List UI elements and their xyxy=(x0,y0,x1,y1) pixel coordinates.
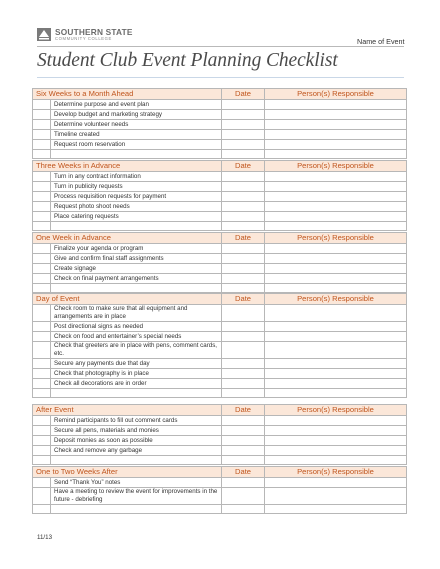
checklist-row xyxy=(33,140,407,150)
checkbox-cell[interactable] xyxy=(33,416,51,426)
section-title: Six Weeks to a Month Ahead xyxy=(33,89,222,100)
section-header xyxy=(33,161,407,172)
date-cell[interactable] xyxy=(222,488,265,505)
checklist-row xyxy=(33,369,407,379)
responsible-column-header: Person(s) Responsible xyxy=(265,89,407,100)
date-cell[interactable] xyxy=(222,436,265,446)
date-cell[interactable] xyxy=(222,359,265,369)
page-title: Student Club Event Planning Checklist xyxy=(37,50,338,71)
blank-cell[interactable] xyxy=(222,284,265,293)
checkbox-cell[interactable] xyxy=(33,332,51,342)
checklist-row xyxy=(33,426,407,436)
date-cell[interactable] xyxy=(222,212,265,222)
checklist-row xyxy=(33,244,407,254)
date-cell[interactable] xyxy=(222,140,265,150)
section-table xyxy=(32,404,407,465)
college-logo xyxy=(37,28,133,42)
header-divider xyxy=(37,46,404,47)
task-text: Deposit monies as soon as possible xyxy=(51,436,222,446)
blank-cell[interactable] xyxy=(51,389,222,398)
responsible-cell[interactable] xyxy=(265,332,407,342)
task-text: Develop budget and marketing strategy xyxy=(51,110,222,120)
checklist-row xyxy=(33,379,407,389)
blank-cell[interactable] xyxy=(33,150,51,159)
responsible-cell[interactable] xyxy=(265,446,407,456)
checklist-row xyxy=(33,110,407,120)
blank-cell[interactable] xyxy=(51,284,222,293)
date-cell[interactable] xyxy=(222,416,265,426)
checkbox-cell[interactable] xyxy=(33,182,51,192)
responsible-cell[interactable] xyxy=(265,212,407,222)
responsible-cell[interactable] xyxy=(265,172,407,182)
checklist-row xyxy=(33,359,407,369)
blank-cell[interactable] xyxy=(265,456,407,465)
blank-cell[interactable] xyxy=(222,150,265,159)
task-text: Turn in any contract information xyxy=(51,172,222,182)
checkbox-cell[interactable] xyxy=(33,342,51,359)
checkbox-cell[interactable] xyxy=(33,426,51,436)
checklist-row xyxy=(33,488,407,505)
responsible-cell[interactable] xyxy=(265,182,407,192)
checklist-row xyxy=(33,192,407,202)
event-name-label: Name of Event xyxy=(357,37,405,46)
blank-row xyxy=(33,389,407,398)
date-column-header: Date xyxy=(222,233,265,244)
task-text: Check on final payment arrangements xyxy=(51,274,222,284)
task-text: Check that photography is in place xyxy=(51,369,222,379)
date-cell[interactable] xyxy=(222,182,265,192)
date-column-header: Date xyxy=(222,467,265,478)
blank-cell[interactable] xyxy=(265,222,407,231)
task-text: Secure all pens, materials and monies xyxy=(51,426,222,436)
date-cell[interactable] xyxy=(222,274,265,284)
section-table xyxy=(32,88,407,159)
checkbox-cell[interactable] xyxy=(33,120,51,130)
responsible-cell[interactable] xyxy=(265,322,407,332)
date-cell[interactable] xyxy=(222,192,265,202)
checklist-row xyxy=(33,305,407,322)
section-header xyxy=(33,467,407,478)
checkbox-cell[interactable] xyxy=(33,359,51,369)
task-text: Check room to make sure that all equipment and arrangements are in place xyxy=(51,305,222,322)
date-cell[interactable] xyxy=(222,426,265,436)
task-text: Check that greeters are in place with pens, comment cards, etc. xyxy=(51,342,222,359)
checklist-row xyxy=(33,212,407,222)
blank-row xyxy=(33,456,407,465)
checkbox-cell[interactable] xyxy=(33,478,51,488)
responsible-cell[interactable] xyxy=(265,436,407,446)
responsible-cell[interactable] xyxy=(265,379,407,389)
task-text: Request room reservation xyxy=(51,140,222,150)
checklist-row xyxy=(33,182,407,192)
checkbox-cell[interactable] xyxy=(33,264,51,274)
responsible-column-header: Person(s) Responsible xyxy=(265,405,407,416)
task-text: Finalize your agenda or program xyxy=(51,244,222,254)
checkbox-cell[interactable] xyxy=(33,436,51,446)
checkbox-cell[interactable] xyxy=(33,369,51,379)
checkbox-cell[interactable] xyxy=(33,488,51,505)
date-cell[interactable] xyxy=(222,478,265,488)
checkbox-cell[interactable] xyxy=(33,110,51,120)
responsible-cell[interactable] xyxy=(265,264,407,274)
checklist-row xyxy=(33,322,407,332)
date-column-header: Date xyxy=(222,161,265,172)
checklist-row xyxy=(33,436,407,446)
checkbox-cell[interactable] xyxy=(33,446,51,456)
responsible-cell[interactable] xyxy=(265,342,407,359)
date-cell[interactable] xyxy=(222,332,265,342)
responsible-cell[interactable] xyxy=(265,359,407,369)
date-cell[interactable] xyxy=(222,369,265,379)
checklist-row xyxy=(33,416,407,426)
blank-cell[interactable] xyxy=(222,389,265,398)
date-cell[interactable] xyxy=(222,254,265,264)
blank-cell[interactable] xyxy=(222,505,265,514)
checkbox-cell[interactable] xyxy=(33,202,51,212)
responsible-cell[interactable] xyxy=(265,488,407,505)
blank-cell[interactable] xyxy=(33,456,51,465)
checkbox-cell[interactable] xyxy=(33,322,51,332)
checkbox-cell[interactable] xyxy=(33,212,51,222)
blank-cell[interactable] xyxy=(265,150,407,159)
checklist-row xyxy=(33,120,407,130)
logo-name: SOUTHERN STATE xyxy=(55,27,133,37)
checklist-row xyxy=(33,202,407,212)
responsible-cell[interactable] xyxy=(265,140,407,150)
task-text: Secure any payments due that day xyxy=(51,359,222,369)
blank-row xyxy=(33,222,407,231)
responsible-cell[interactable] xyxy=(265,130,407,140)
date-cell[interactable] xyxy=(222,110,265,120)
task-text: Turn in publicity requests xyxy=(51,182,222,192)
blank-cell[interactable] xyxy=(33,284,51,293)
date-cell[interactable] xyxy=(222,120,265,130)
blank-cell[interactable] xyxy=(33,389,51,398)
task-text: Determine purpose and event plan xyxy=(51,100,222,110)
checklist-row xyxy=(33,172,407,182)
checklist-row xyxy=(33,100,407,110)
blank-row xyxy=(33,505,407,514)
blank-row xyxy=(33,284,407,293)
section-title: One to Two Weeks After xyxy=(33,467,222,478)
responsible-cell[interactable] xyxy=(265,120,407,130)
task-text: Determine volunteer needs xyxy=(51,120,222,130)
section-header xyxy=(33,89,407,100)
section-title: After Event xyxy=(33,405,222,416)
responsible-cell[interactable] xyxy=(265,110,407,120)
title-divider xyxy=(37,77,404,78)
date-cell[interactable] xyxy=(222,322,265,332)
checkbox-cell[interactable] xyxy=(33,100,51,110)
responsible-column-header: Person(s) Responsible xyxy=(265,233,407,244)
responsible-cell[interactable] xyxy=(265,478,407,488)
responsible-cell[interactable] xyxy=(265,244,407,254)
date-cell[interactable] xyxy=(222,379,265,389)
section-title: One Week in Advance xyxy=(33,233,222,244)
checkbox-cell[interactable] xyxy=(33,244,51,254)
responsible-cell[interactable] xyxy=(265,369,407,379)
checkbox-cell[interactable] xyxy=(33,130,51,140)
section-table xyxy=(32,232,407,293)
checkbox-cell[interactable] xyxy=(33,274,51,284)
date-cell[interactable] xyxy=(222,446,265,456)
blank-cell[interactable] xyxy=(51,150,222,159)
responsible-column-header: Person(s) Responsible xyxy=(265,294,407,305)
task-text: Create signage xyxy=(51,264,222,274)
section-table xyxy=(32,293,407,398)
date-cell[interactable] xyxy=(222,202,265,212)
logo-subtitle: COMMUNITY COLLEGE xyxy=(55,36,112,42)
responsible-column-header: Person(s) Responsible xyxy=(265,161,407,172)
section-header xyxy=(33,294,407,305)
checkbox-cell[interactable] xyxy=(33,172,51,182)
date-cell[interactable] xyxy=(222,264,265,274)
date-cell[interactable] xyxy=(222,305,265,322)
task-text: Place catering requests xyxy=(51,212,222,222)
checkbox-cell[interactable] xyxy=(33,305,51,322)
section-table xyxy=(32,160,407,231)
task-text: Timeline created xyxy=(51,130,222,140)
blank-cell[interactable] xyxy=(33,505,51,514)
task-text: Remind participants to fill out comment cards xyxy=(51,416,222,426)
checkbox-cell[interactable] xyxy=(33,140,51,150)
date-cell[interactable] xyxy=(222,130,265,140)
logo-icon xyxy=(37,28,51,41)
blank-cell[interactable] xyxy=(222,222,265,231)
blank-cell[interactable] xyxy=(222,456,265,465)
responsible-cell[interactable] xyxy=(265,426,407,436)
responsible-cell[interactable] xyxy=(265,100,407,110)
page-number: 11/13 xyxy=(37,534,53,541)
blank-cell[interactable] xyxy=(265,284,407,293)
section-header xyxy=(33,405,407,416)
blank-cell[interactable] xyxy=(51,505,222,514)
responsible-cell[interactable] xyxy=(265,274,407,284)
task-text: Check on food and entertainer’s special needs xyxy=(51,332,222,342)
blank-row xyxy=(33,150,407,159)
section-title: Three Weeks in Advance xyxy=(33,161,222,172)
date-cell[interactable] xyxy=(222,342,265,359)
section-table xyxy=(32,466,407,514)
checklist-row xyxy=(33,254,407,264)
checkbox-cell[interactable] xyxy=(33,192,51,202)
task-text: Request photo shoot needs xyxy=(51,202,222,212)
date-cell[interactable] xyxy=(222,100,265,110)
responsible-cell[interactable] xyxy=(265,202,407,212)
blank-cell[interactable] xyxy=(265,389,407,398)
task-text: Have a meeting to review the event for improvements in the future - debriefing xyxy=(51,488,222,505)
checklist-row xyxy=(33,478,407,488)
blank-cell[interactable] xyxy=(33,222,51,231)
responsible-cell[interactable] xyxy=(265,192,407,202)
checklist-row xyxy=(33,332,407,342)
checklist-row xyxy=(33,264,407,274)
section-header xyxy=(33,233,407,244)
task-text: Give and confirm final staff assignments xyxy=(51,254,222,264)
date-cell[interactable] xyxy=(222,244,265,254)
date-column-header: Date xyxy=(222,89,265,100)
date-column-header: Date xyxy=(222,405,265,416)
date-column-header: Date xyxy=(222,294,265,305)
checklist-row xyxy=(33,274,407,284)
blank-cell[interactable] xyxy=(51,222,222,231)
checklist-row xyxy=(33,446,407,456)
date-cell[interactable] xyxy=(222,172,265,182)
checkbox-cell[interactable] xyxy=(33,254,51,264)
task-text: Check and remove any garbage xyxy=(51,446,222,456)
responsible-cell[interactable] xyxy=(265,416,407,426)
task-text: Post directional signs as needed xyxy=(51,322,222,332)
responsible-column-header: Person(s) Responsible xyxy=(265,467,407,478)
task-text: Process requisition requests for payment xyxy=(51,192,222,202)
checkbox-cell[interactable] xyxy=(33,379,51,389)
task-text: Check all decorations are in order xyxy=(51,379,222,389)
task-text: Send “Thank You” notes xyxy=(51,478,222,488)
checklist-row xyxy=(33,130,407,140)
blank-cell[interactable] xyxy=(265,505,407,514)
responsible-cell[interactable] xyxy=(265,254,407,264)
checklist-row xyxy=(33,342,407,359)
section-title: Day of Event xyxy=(33,294,222,305)
responsible-cell[interactable] xyxy=(265,305,407,322)
blank-cell[interactable] xyxy=(51,456,222,465)
